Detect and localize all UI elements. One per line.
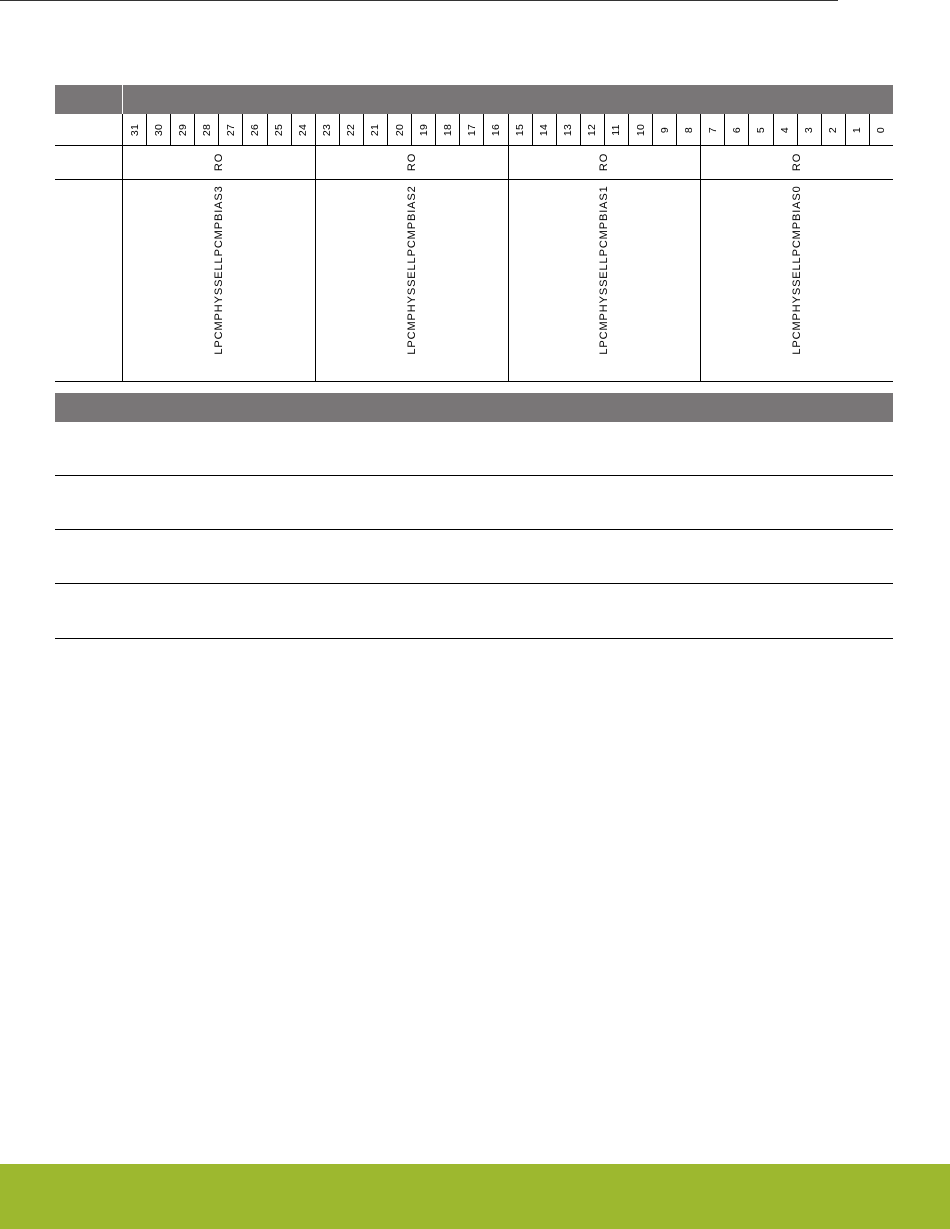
bit-number: 6 bbox=[730, 126, 743, 133]
bit-cell bbox=[556, 114, 580, 145]
bit-number: 28 bbox=[200, 123, 213, 136]
bit-cell bbox=[242, 114, 266, 145]
field-name-label: LPCMPHYSSELLPCMPBIAS2 bbox=[405, 184, 418, 355]
bit-cell bbox=[821, 114, 845, 145]
bit-number: 23 bbox=[321, 123, 334, 136]
bit-cell bbox=[797, 114, 821, 145]
field-name-row bbox=[55, 179, 893, 382]
bit-number: 0 bbox=[875, 126, 888, 133]
description-row bbox=[55, 476, 893, 530]
bit-number: 14 bbox=[538, 123, 551, 136]
header-separator bbox=[122, 85, 123, 114]
field-name-label: LPCMPHYSSELLPCMPBIAS0 bbox=[791, 184, 804, 355]
bit-cell bbox=[676, 114, 700, 145]
bit-cell bbox=[700, 114, 724, 145]
bit-number: 30 bbox=[152, 123, 165, 136]
description-table-header bbox=[55, 393, 893, 422]
bit-cell bbox=[387, 114, 411, 145]
bit-number: 10 bbox=[634, 123, 647, 136]
bit-cell bbox=[532, 114, 556, 145]
description-row bbox=[55, 422, 893, 476]
bit-cell bbox=[604, 114, 628, 145]
bit-number: 31 bbox=[128, 123, 141, 136]
bit-cell bbox=[339, 114, 363, 145]
bit-number: 20 bbox=[393, 123, 406, 136]
access-label: RO bbox=[212, 152, 225, 172]
access-cell bbox=[700, 145, 893, 179]
bit-number: 11 bbox=[610, 123, 623, 136]
bit-cell bbox=[483, 114, 507, 145]
footer-band bbox=[0, 1164, 950, 1229]
bit-number: 15 bbox=[514, 123, 527, 136]
bit-cell bbox=[869, 114, 893, 145]
bit-cell bbox=[652, 114, 676, 145]
bit-cell bbox=[773, 114, 797, 145]
description-row bbox=[55, 530, 893, 584]
bit-cell bbox=[291, 114, 315, 145]
field-name-cell bbox=[315, 179, 508, 381]
bit-number: 24 bbox=[297, 123, 310, 136]
register-table-header bbox=[55, 85, 893, 114]
bit-cell bbox=[194, 114, 218, 145]
bit-number: 5 bbox=[754, 126, 767, 133]
field-name-cell bbox=[700, 179, 893, 381]
bit-number: 25 bbox=[273, 123, 286, 136]
bit-number: 16 bbox=[489, 123, 502, 136]
bit-number: 13 bbox=[562, 123, 575, 136]
bit-number: 3 bbox=[803, 126, 816, 133]
bit-cell bbox=[315, 114, 339, 145]
access-label: RO bbox=[598, 152, 611, 172]
bit-cell bbox=[459, 114, 483, 145]
bit-cell bbox=[363, 114, 387, 145]
bit-number: 29 bbox=[176, 123, 189, 136]
field-name-label: LPCMPHYSSELLPCMPBIAS1 bbox=[598, 184, 611, 355]
bit-cell bbox=[122, 114, 146, 145]
bit-number: 26 bbox=[249, 123, 262, 136]
bit-number: 9 bbox=[658, 126, 671, 133]
bit-cell bbox=[146, 114, 170, 145]
bit-cell bbox=[628, 114, 652, 145]
bit-cell bbox=[267, 114, 291, 145]
field-name-cell bbox=[508, 179, 701, 381]
bit-number: 17 bbox=[465, 123, 478, 136]
field-name-cell bbox=[122, 179, 315, 381]
bit-number: 1 bbox=[851, 126, 864, 133]
description-row bbox=[55, 585, 893, 639]
bit-cell bbox=[724, 114, 748, 145]
bit-number: 22 bbox=[345, 123, 358, 136]
access-row bbox=[55, 145, 893, 180]
bit-number: 19 bbox=[417, 123, 430, 136]
access-cell bbox=[122, 145, 315, 179]
bit-number: 12 bbox=[586, 123, 599, 136]
bit-number: 4 bbox=[779, 126, 792, 133]
bit-number: 2 bbox=[827, 126, 840, 133]
bit-number-row bbox=[55, 114, 893, 146]
bit-cell bbox=[435, 114, 459, 145]
top-rule bbox=[0, 0, 838, 1]
bit-number: 7 bbox=[706, 126, 719, 133]
bit-number: 18 bbox=[441, 123, 454, 136]
access-label: RO bbox=[405, 152, 418, 172]
bit-cell bbox=[748, 114, 772, 145]
bit-number: 8 bbox=[682, 126, 695, 133]
access-cell bbox=[508, 145, 701, 179]
field-name-label: LPCMPHYSSELLPCMPBIAS3 bbox=[212, 184, 225, 355]
bit-cell bbox=[508, 114, 532, 145]
bit-number: 27 bbox=[224, 123, 237, 136]
bit-cell bbox=[218, 114, 242, 145]
access-label: RO bbox=[791, 152, 804, 172]
bit-cell bbox=[170, 114, 194, 145]
bit-cell bbox=[411, 114, 435, 145]
bit-cell bbox=[580, 114, 604, 145]
access-cell bbox=[315, 145, 508, 179]
bit-cell bbox=[845, 114, 869, 145]
bit-number: 21 bbox=[369, 123, 382, 136]
